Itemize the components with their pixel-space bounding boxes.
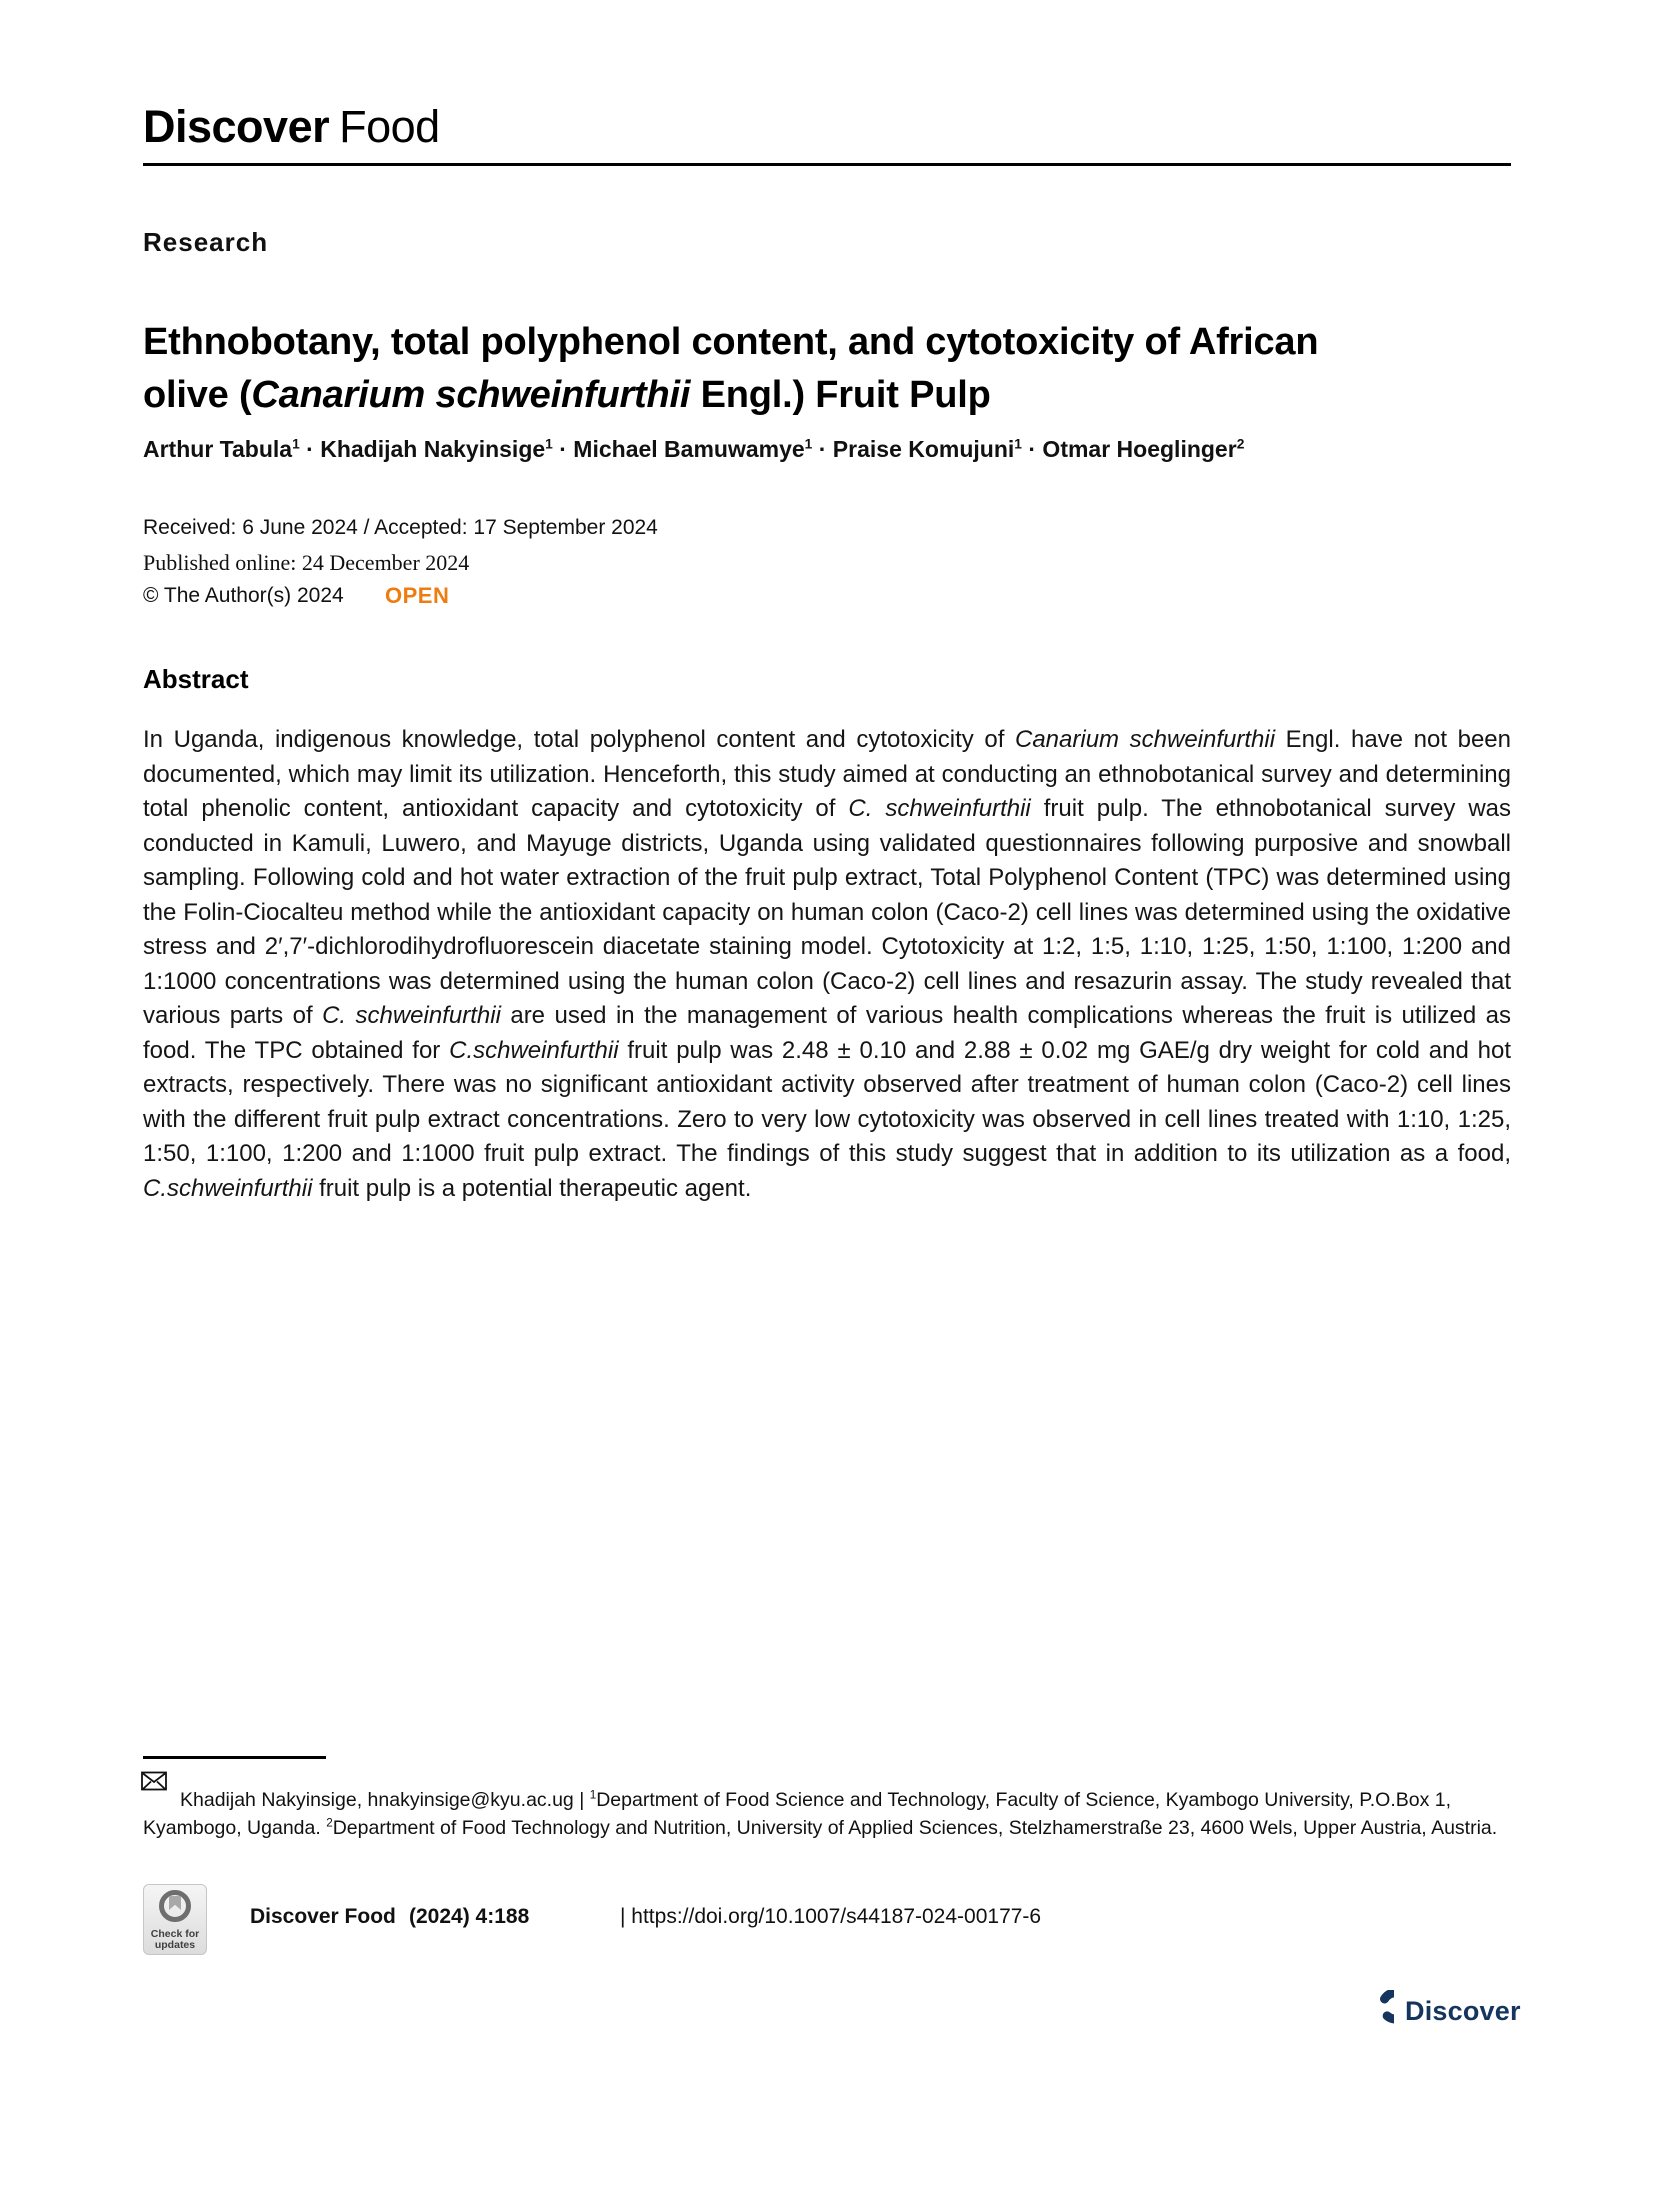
journal-brand-bold: Discover: [143, 101, 330, 152]
footer-citation: (2024) 4:188: [409, 1905, 530, 1928]
badge-label-line1: Check for: [150, 1928, 200, 1940]
discover-swirl-icon: [1356, 1990, 1394, 2033]
discover-logo-label: Discover: [1405, 1996, 1521, 2026]
discover-logo: [1356, 1990, 1521, 2033]
journal-brand: [143, 101, 440, 152]
open-access-label: OPEN: [385, 583, 450, 608]
header-rule: [143, 163, 1511, 166]
published-online-line: Published online: 24 December 2024: [143, 550, 470, 575]
authors-line: Arthur Tabula$^1$ · Khadijah Nakyinsige$^1$ · Michael Bamuwamye$^1$ · Praise Komujuni$^1$ · Otmar Hoeglinger$^2$: [143, 436, 1245, 462]
check-for-updates-badge[interactable]: [143, 1884, 207, 1955]
copyright-line: © The Author(s) 2024: [143, 584, 344, 607]
doi-link[interactable]: | https://doi.org/10.1007/s44187-024-00177-6: [620, 1905, 1042, 1928]
correspondence-footnote: Khadijah Nakyinsige, hnakyinsige@kyu.ac.ug | $^1$Department of Food Science and Technology, Faculty of Science, Kyambogo University, P.O.Box 1, Kyambogo, Uganda. $^2$Department of Food Technology and Nutrition, University of Applied Sciences, Stelzhamerstraße 23, 4600 Wels, Upper Austria, Austria.: [143, 1788, 1498, 1839]
footer-journal-name: Discover Food: [250, 1905, 396, 1928]
footnote-rule: [143, 1756, 326, 1759]
abstract-heading: Abstract: [143, 664, 249, 694]
crossmark-icon: [157, 1888, 193, 1929]
journal-brand-light: Food: [339, 101, 440, 152]
received-accepted-line: Received: 6 June 2024 / Accepted: 17 September 2024: [143, 516, 658, 539]
badge-label-line2: updates: [154, 1939, 196, 1951]
email-link[interactable]: hnakyinsige@kyu.ac.ug: [367, 1788, 574, 1811]
article-type-label: Research: [143, 227, 269, 257]
abstract-body: In Uganda, indigenous knowledge, total polyphenol content and cytotoxicity of Canarium schweinfurthii Engl. have not been documented, which may limit its utilization. Henceforth, this study aimed at conducting an ethnobotanical survey and determining total phenolic content, antioxidant capacity and cytotoxicity of C. schweinfurthii fruit pulp. The ethnobotanical survey was conducted in Kamuli, Luwero, and Mayuge districts, Uganda using validated questionnaires following purposive and snowball sampling. Following cold and hot water extraction of the fruit pulp extract, Total Polyphenol Content (TPC) was determined using the Folin-Ciocalteu method while the antioxidant capacity on human colon (Caco-2) cell lines was determined using the oxidative stress and 2′,7′-dichlorodihydrofluorescein diacetate staining model. Cytotoxicity at 1:2, 1:5, 1:10, 1:25, 1:50, 1:100, 1:200 and 1:1000 concentrations was determined using the human colon (Caco-2) cell lines and resazurin assay. The study revealed that various parts of C. schweinfurthii are used in the management of various health complications whereas the fruit is utilized as food. The TPC obtained for C.schweinfurthii fruit pulp was 2.48 ± 0.10 and 2.88 ± 0.02 mg GAE/g dry weight for cold and hot extracts, respectively. There was no significant antioxidant activity observed after treatment of human colon (Caco-2) cell lines with the different fruit pulp extract concentrations. Zero to very low cytotoxicity was observed in cell lines treated with 1:10, 1:25, 1:50, 1:100, 1:200 and 1:1000 fruit pulp extract. The findings of this study suggest that in addition to its utilization as a food, C.schweinfurthii fruit pulp is a potential therapeutic agent.: [143, 726, 1511, 1202]
page-title: Ethnobotany, total polyphenol content, and cytotoxicity of African olive (Canarium schweinfurthii Engl.) Fruit Pulp: [143, 321, 1319, 417]
